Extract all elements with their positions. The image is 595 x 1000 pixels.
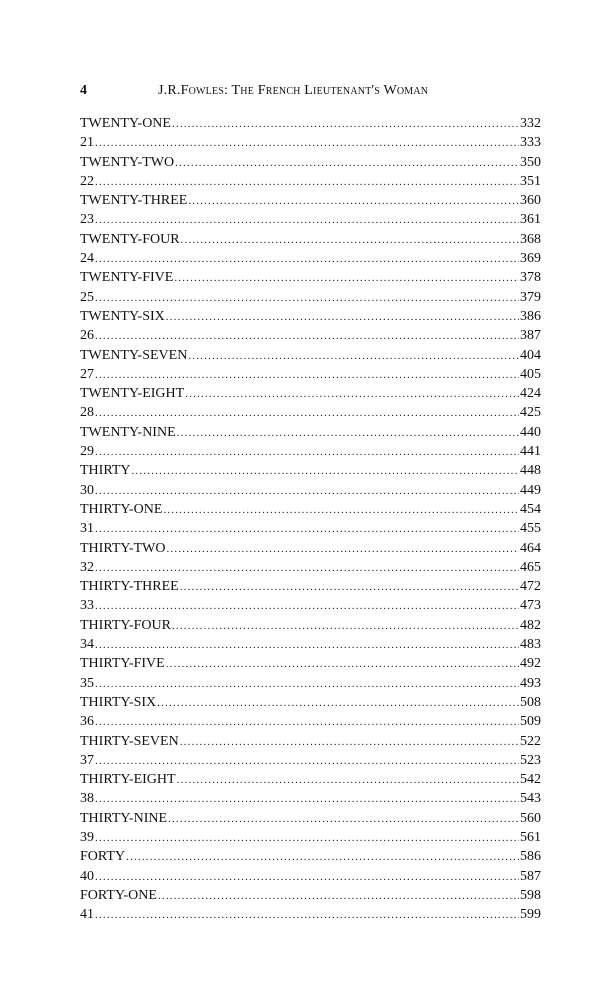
dot-leader (180, 578, 519, 596)
dot-leader (172, 115, 519, 133)
toc-entry[interactable] (80, 346, 541, 365)
dot-leader (168, 810, 519, 828)
toc-entry-label: THIRTY-SIX (80, 694, 157, 710)
dot-leader (157, 694, 519, 712)
dot-leader (95, 482, 519, 500)
toc-entry[interactable] (80, 539, 541, 558)
toc-entry[interactable] (80, 288, 541, 307)
toc-entry-label: TWENTY-THREE (80, 193, 188, 209)
toc-entry-label: 40 (80, 868, 94, 884)
dot-leader (131, 462, 519, 480)
toc-entry-page-number: 369 (520, 251, 541, 267)
toc-entry-label: 36 (80, 714, 94, 730)
dot-leader (95, 868, 519, 886)
toc-entry[interactable] (80, 577, 541, 596)
toc-entry-label: 28 (80, 405, 94, 421)
toc-entry[interactable] (80, 384, 541, 403)
toc-entry-label: 41 (80, 907, 94, 923)
dot-leader (95, 520, 519, 538)
toc-entry-label: THIRTY (80, 463, 131, 479)
toc-entry[interactable] (80, 326, 541, 345)
toc-entry-label: 23 (80, 212, 94, 228)
toc-entry-label: 35 (80, 675, 94, 691)
toc-entry-page-number: 598 (520, 887, 541, 903)
toc-entry[interactable] (80, 481, 541, 500)
dot-leader (95, 559, 519, 577)
toc-entry[interactable] (80, 789, 541, 808)
toc-entry-label: TWENTY-SEVEN (80, 347, 188, 363)
toc-entry-page-number: 368 (520, 231, 541, 247)
toc-entry[interactable] (80, 751, 541, 770)
toc-entry-label: 37 (80, 752, 94, 768)
toc-entry-label: 21 (80, 135, 94, 151)
dot-leader (166, 540, 519, 558)
toc-entry[interactable] (80, 365, 541, 384)
toc-entry[interactable] (80, 249, 541, 268)
toc-entry-label: TWENTY-FIVE (80, 270, 174, 286)
dot-leader (163, 501, 519, 519)
toc-entry[interactable] (80, 674, 541, 693)
toc-entry-label: 26 (80, 328, 94, 344)
toc-entry-page-number: 448 (520, 463, 541, 479)
toc-entry-page-number: 483 (520, 637, 541, 653)
toc-entry[interactable] (80, 403, 541, 422)
toc-entry[interactable] (80, 905, 541, 924)
toc-entry-page-number: 333 (520, 135, 541, 151)
toc-entry-page-number: 360 (520, 193, 541, 209)
dot-leader (95, 443, 519, 461)
dot-leader (95, 906, 519, 924)
toc-entry[interactable] (80, 867, 541, 886)
dot-leader (158, 887, 519, 905)
toc-entry[interactable] (80, 519, 541, 538)
page-number: 4 (80, 83, 87, 98)
dot-leader (174, 269, 519, 287)
toc-entry[interactable] (80, 114, 541, 133)
toc-entry[interactable] (80, 230, 541, 249)
toc-entry[interactable] (80, 616, 541, 635)
toc-entry-page-number: 561 (520, 829, 541, 845)
toc-entry-label: TWENTY-TWO (80, 154, 175, 170)
toc-entry-page-number: 361 (520, 212, 541, 228)
dot-leader (166, 308, 519, 326)
toc-entry-label: THIRTY-TWO (80, 540, 166, 556)
toc-entry-page-number: 440 (520, 424, 541, 440)
toc-entry[interactable] (80, 153, 541, 172)
dot-leader (95, 134, 519, 152)
dot-leader (177, 424, 519, 442)
toc-entry-label: THIRTY-SEVEN (80, 733, 179, 749)
toc-entry[interactable] (80, 423, 541, 442)
toc-entry-label: 31 (80, 521, 94, 537)
toc-entry[interactable] (80, 886, 541, 905)
dot-leader (181, 231, 519, 249)
toc-entry-page-number: 560 (520, 810, 541, 826)
toc-entry-label: TWENTY-NINE (80, 424, 176, 440)
toc-entry-page-number: 454 (520, 501, 541, 517)
toc-entry-label: TWENTY-SIX (80, 308, 165, 324)
toc-entry-page-number: 386 (520, 308, 541, 324)
toc-entry[interactable] (80, 268, 541, 287)
toc-entry-label: 30 (80, 482, 94, 498)
toc-entry-label: THIRTY-ONE (80, 501, 163, 517)
toc-entry-label: 22 (80, 173, 94, 189)
toc-entry-page-number: 378 (520, 270, 541, 286)
dot-leader (95, 829, 519, 847)
toc-entry[interactable] (80, 732, 541, 751)
toc-entry-page-number: 332 (520, 116, 541, 131)
toc-entry-page-number: 449 (520, 482, 541, 498)
dot-leader (126, 848, 519, 866)
toc-entry[interactable] (80, 558, 541, 577)
toc-entry[interactable] (80, 828, 541, 847)
toc-entry-page-number: 350 (520, 154, 541, 170)
toc-entry-label: FORTY-ONE (80, 887, 157, 903)
dot-leader (95, 675, 519, 693)
toc-entry-page-number: 424 (520, 386, 541, 402)
toc-entry-label: 24 (80, 251, 94, 267)
toc-entry[interactable] (80, 635, 541, 654)
toc-entry-page-number: 464 (520, 540, 541, 556)
toc-entry[interactable] (80, 770, 541, 789)
toc-entry-page-number: 472 (520, 579, 541, 595)
toc-entry[interactable] (80, 133, 541, 152)
toc-entry[interactable] (80, 847, 541, 866)
toc-entry-page-number: 482 (520, 617, 541, 633)
dot-leader (175, 154, 519, 172)
toc-entry-label: 29 (80, 444, 94, 460)
toc-entry-page-number: 473 (520, 598, 541, 614)
toc-entry-page-number: 425 (520, 405, 541, 421)
dot-leader (95, 597, 519, 615)
toc-entry-page-number: 492 (520, 656, 541, 672)
dot-leader (172, 617, 519, 635)
dot-leader (95, 211, 519, 229)
dot-leader (185, 385, 519, 403)
dot-leader (95, 790, 519, 808)
toc-entry[interactable] (80, 442, 541, 461)
toc-entry-label: THIRTY-FIVE (80, 656, 165, 672)
toc-entry-label: 38 (80, 791, 94, 807)
toc-entry-page-number: 509 (520, 714, 541, 730)
dot-leader (95, 636, 519, 654)
toc-entry-page-number: 599 (520, 907, 541, 923)
toc-entry[interactable] (80, 172, 541, 191)
toc-entry-page-number: 522 (520, 733, 541, 749)
toc-entry-label: FORTY (80, 849, 126, 865)
toc-entry[interactable] (80, 712, 541, 731)
table-of-contents (80, 114, 541, 924)
toc-entry-page-number: 405 (520, 366, 541, 382)
dot-leader (95, 404, 519, 422)
toc-entry-page-number: 586 (520, 849, 541, 865)
toc-entry-page-number: 508 (520, 694, 541, 710)
toc-entry[interactable] (80, 596, 541, 615)
toc-entry[interactable] (80, 809, 541, 828)
toc-entry[interactable] (80, 191, 541, 210)
toc-entry[interactable] (80, 500, 541, 519)
toc-entry-label: TWENTY-FOUR (80, 231, 180, 247)
toc-entry-label: 25 (80, 289, 94, 305)
toc-entry-page-number: 441 (520, 444, 541, 460)
toc-entry-label: THIRTY-NINE (80, 810, 168, 826)
toc-entry-label: 32 (80, 559, 94, 575)
dot-leader (180, 733, 519, 751)
toc-entry-label: THIRTY-FOUR (80, 617, 171, 633)
toc-entry-page-number: 587 (520, 868, 541, 884)
toc-entry-label: 34 (80, 637, 94, 653)
toc-entry[interactable] (80, 654, 541, 673)
toc-entry-label: THIRTY-EIGHT (80, 772, 176, 788)
toc-entry-page-number: 351 (520, 173, 541, 189)
dot-leader (95, 250, 519, 268)
dot-leader (188, 347, 519, 365)
toc-entry-label: 27 (80, 366, 94, 382)
dot-leader (95, 327, 519, 345)
toc-entry[interactable] (80, 210, 541, 229)
toc-entry-page-number: 523 (520, 752, 541, 768)
toc-entry-page-number: 465 (520, 559, 541, 575)
dot-leader (95, 713, 519, 731)
dot-leader (188, 192, 519, 210)
toc-entry-page-number: 493 (520, 675, 541, 691)
toc-entry-label: TWENTY-ONE (80, 116, 171, 131)
toc-entry-page-number: 455 (520, 521, 541, 537)
toc-entry-label: TWENTY-EIGHT (80, 386, 185, 402)
toc-entry[interactable] (80, 461, 541, 480)
toc-entry-label: 33 (80, 598, 94, 614)
toc-entry-page-number: 543 (520, 791, 541, 807)
dot-leader (95, 173, 519, 191)
toc-entry[interactable] (80, 693, 541, 712)
dot-leader (95, 289, 519, 307)
dot-leader (166, 655, 519, 673)
toc-entry-page-number: 404 (520, 347, 541, 363)
toc-entry-label: THIRTY-THREE (80, 579, 179, 595)
toc-entry-page-number: 387 (520, 328, 541, 344)
dot-leader (95, 366, 519, 384)
dot-leader (95, 752, 519, 770)
toc-entry[interactable] (80, 307, 541, 326)
dot-leader (177, 771, 519, 789)
toc-entry-label: 39 (80, 829, 94, 845)
running-title: J.R.Fowles: The French Lieutenant's Woman (158, 83, 429, 98)
toc-entry-page-number: 379 (520, 289, 541, 305)
toc-entry-page-number: 542 (520, 772, 541, 788)
running-head (80, 82, 540, 102)
